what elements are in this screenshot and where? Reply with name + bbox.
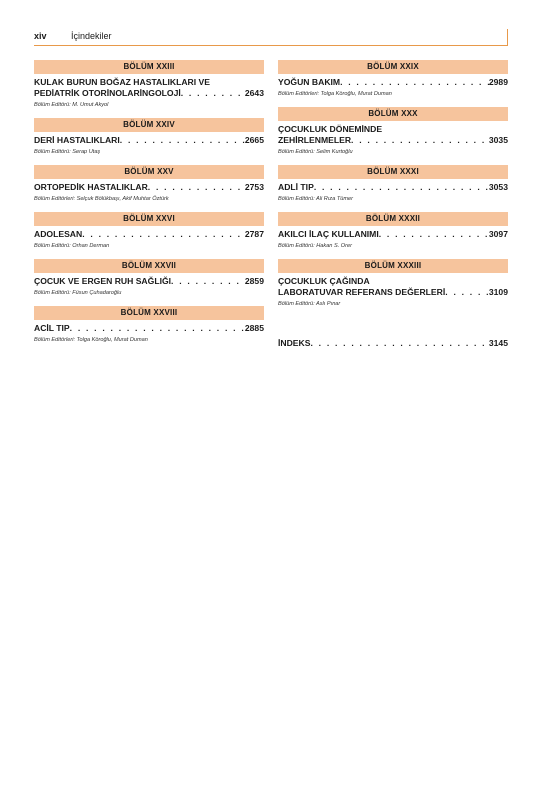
toc-right-column [278, 60, 508, 349]
entry-title: ADLİ TIP [278, 182, 314, 192]
toc-section [278, 165, 508, 203]
entry-title: AKILCI İLAÇ KULLANIMI [278, 229, 379, 239]
toc-entry[interactable] [34, 229, 264, 250]
entry-title: ORTOPEDİK HASTALIKLAR [34, 182, 148, 192]
entry-title: PEDİATRİK OTORİNOLARİNGOLOJİ [34, 88, 181, 98]
dot-leader [82, 229, 245, 240]
section-bar: BÖLÜM XXIV [34, 118, 264, 132]
entry-editor: Bölüm Editörü: M. Umut Akyol [34, 102, 109, 108]
toc-entry[interactable] [34, 77, 264, 109]
toc-section [34, 306, 264, 344]
toc-section [34, 259, 264, 297]
entry-title: LABORATUVAR REFERANS DEĞERLERİ [278, 287, 446, 297]
toc-entry[interactable] [278, 229, 508, 250]
entry-editor: Bölüm Editörü: Füsun Çuhadaroğlu [34, 290, 122, 296]
entry-title: DERİ HASTALIKLARI [34, 135, 120, 145]
dot-leader [314, 182, 489, 193]
entry-title: ZEHİRLENMELER [278, 135, 352, 145]
dot-leader [310, 338, 488, 349]
toc-section [34, 118, 264, 156]
section-bar: BÖLÜM XXVI [34, 212, 264, 226]
toc-entry[interactable] [34, 323, 264, 344]
entry-page: 2859 [244, 276, 264, 286]
dot-leader [445, 287, 489, 298]
dot-leader [181, 88, 245, 99]
section-bar: BÖLÜM XXIII [34, 60, 264, 74]
entry-title: ADOLESAN [34, 229, 83, 239]
entry-title-line: ÇOCUKLUK DÖNEMİNDE [278, 124, 383, 134]
toc-entry[interactable] [278, 182, 508, 203]
entry-page: 2665 [244, 135, 264, 145]
entry-page: 3053 [488, 182, 508, 192]
toc-section [34, 212, 264, 250]
page-number: xiv [34, 31, 47, 41]
entry-editor: Bölüm Editörü: Aslı Pınar [278, 301, 341, 307]
header-title: İçindekiler [71, 31, 112, 41]
entry-editor: Bölüm Editörü: Serap Utaş [34, 149, 101, 155]
index-title: İNDEKS [278, 338, 311, 348]
entry-page: 3035 [488, 135, 508, 145]
toc-section [278, 60, 508, 98]
toc-entry[interactable] [278, 276, 508, 308]
toc-left-column [34, 60, 264, 353]
dot-leader [171, 276, 245, 287]
entry-editor: Bölüm Editörleri: Tolga Köroğlu, Murat Duman [34, 337, 148, 343]
entry-title-line: KULAK BURUN BOĞAZ HASTALIKLARI VE [34, 77, 211, 87]
toc-section [34, 165, 264, 203]
section-bar: BÖLÜM XXVIII [34, 306, 264, 320]
dot-leader [70, 323, 245, 334]
entry-editor: Bölüm Editörleri: Selçuk Bölükbaşı, Akif Muhtar Öztürk [34, 196, 169, 202]
entry-editor: Bölüm Editörü: Ali Rıza Tümer [278, 196, 354, 202]
dot-leader [340, 77, 489, 88]
entry-page: 2885 [244, 323, 264, 333]
section-bar: BÖLÜM XXXI [278, 165, 508, 179]
toc-section [34, 60, 264, 109]
dot-leader [120, 135, 245, 146]
entry-page: 2643 [244, 88, 264, 98]
toc-index-entry[interactable] [278, 338, 508, 349]
entry-editor: Bölüm Editörleri: Tolga Köroğlu, Murat Duman [278, 91, 392, 97]
entry-title-line: ÇOCUKLUK ÇAĞINDA [278, 276, 370, 286]
section-bar: BÖLÜM XXXIII [278, 259, 508, 273]
section-bar: BÖLÜM XXXII [278, 212, 508, 226]
toc-entry[interactable] [34, 135, 264, 156]
entry-title: YOĞUN BAKIM [278, 77, 341, 87]
toc-entry[interactable] [278, 124, 508, 156]
entry-editor: Bölüm Editörü: Orhan Derman [34, 243, 110, 249]
entry-page: 3097 [488, 229, 508, 239]
section-bar: BÖLÜM XXV [34, 165, 264, 179]
toc-section [278, 259, 508, 308]
toc-entry[interactable] [34, 276, 264, 297]
header-rule [34, 45, 508, 46]
toc-section [278, 212, 508, 250]
section-bar: BÖLÜM XXVII [34, 259, 264, 273]
section-bar: BÖLÜM XXX [278, 107, 508, 121]
entry-title: ÇOCUK VE ERGEN RUH SAĞLIĞI [34, 276, 172, 286]
entry-editor: Bölüm Editörü: Selim Kurtoğlu [278, 149, 353, 155]
toc-entry[interactable] [278, 77, 508, 98]
running-header [34, 30, 508, 44]
entry-page: 2989 [488, 77, 508, 87]
entry-page: 3109 [488, 287, 508, 297]
header-rule-tick [507, 29, 508, 45]
dot-leader [148, 182, 245, 193]
entry-page: 2753 [244, 182, 264, 192]
index-page: 3145 [488, 338, 508, 348]
section-bar: BÖLÜM XXIX [278, 60, 508, 74]
dot-leader [379, 229, 489, 240]
dot-leader [351, 135, 489, 146]
entry-page: 2787 [244, 229, 264, 239]
toc-section [278, 107, 508, 156]
entry-title: ACİL TIP [34, 323, 70, 333]
toc-entry[interactable] [34, 182, 264, 203]
entry-editor: Bölüm Editörü: Hakan S. Orer [278, 243, 352, 249]
